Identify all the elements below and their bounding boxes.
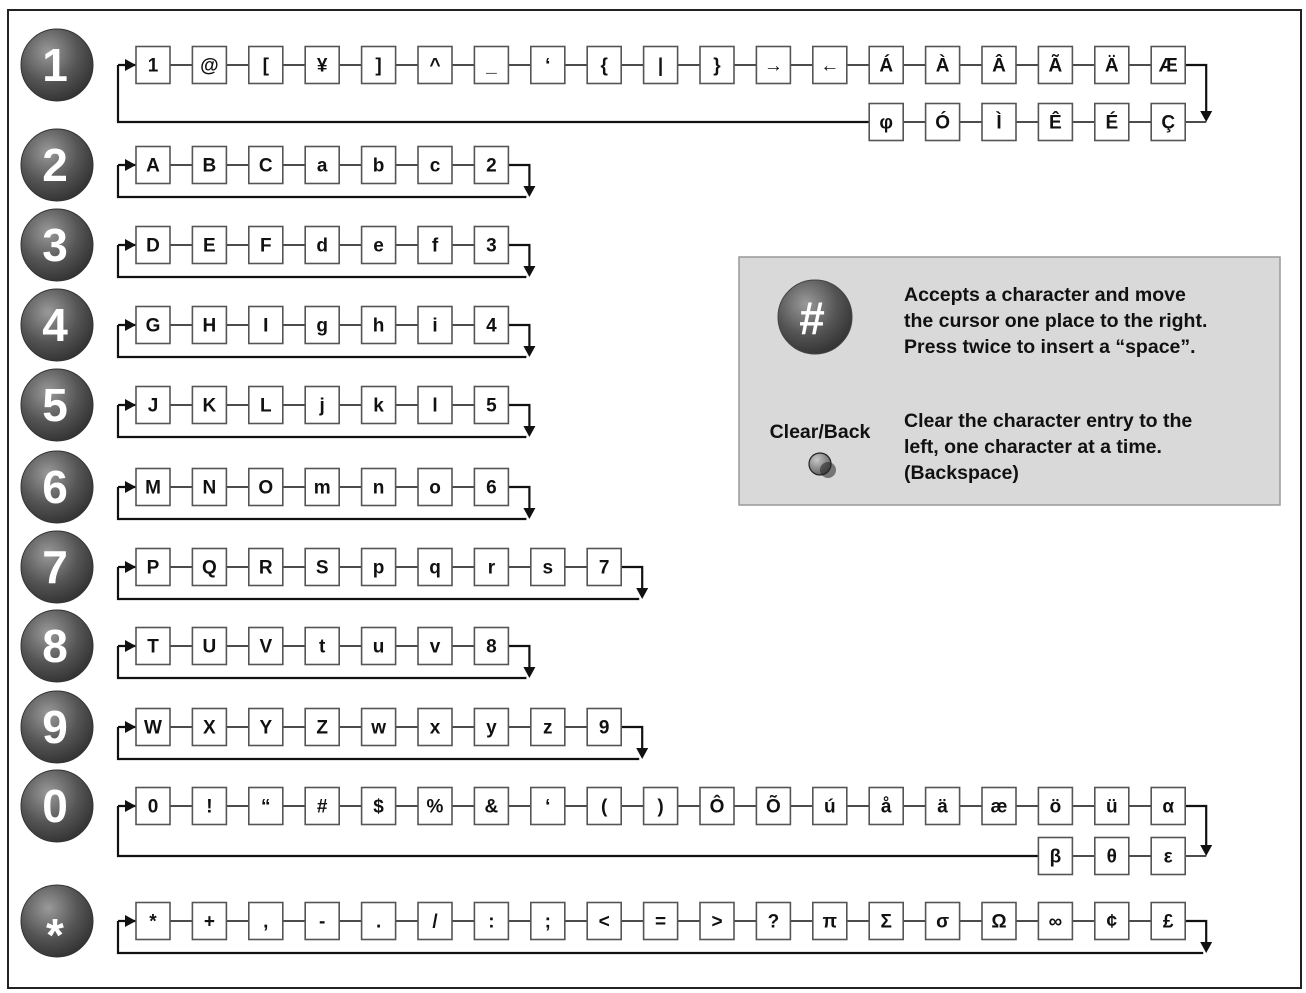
character-cell-label: { xyxy=(600,55,608,77)
character-cell-label: π xyxy=(822,911,838,933)
character-cell xyxy=(249,227,283,264)
character-cell xyxy=(249,709,283,746)
character-cell-label: ü xyxy=(1105,796,1118,818)
clear-description-line-3: (Backspace) xyxy=(904,462,1019,484)
character-cell xyxy=(362,549,396,586)
character-cell-label: 7 xyxy=(598,557,610,579)
keypad-key-label: 5 xyxy=(42,379,68,431)
character-cell xyxy=(587,709,621,746)
character-cell-label: ( xyxy=(601,796,608,818)
character-cell xyxy=(136,469,170,506)
character-cell xyxy=(1151,838,1185,875)
character-cell-label: æ xyxy=(990,796,1008,818)
character-cell-label: 3 xyxy=(486,235,497,257)
character-cell xyxy=(418,549,452,586)
character-cell-label: 8 xyxy=(486,636,497,658)
character-cell-label: C xyxy=(258,155,273,177)
character-cell xyxy=(136,788,170,825)
character-cell xyxy=(249,469,283,506)
character-cell-label: V xyxy=(259,636,273,658)
character-cell xyxy=(362,387,396,424)
character-cell-label: å xyxy=(880,796,892,818)
character-cell-label: | xyxy=(657,55,664,77)
character-cell xyxy=(192,147,226,184)
character-cell xyxy=(362,628,396,665)
character-cell-label: } xyxy=(713,55,721,77)
character-cell xyxy=(1038,47,1072,84)
character-cell xyxy=(869,903,903,940)
character-cell-label: # xyxy=(316,796,328,818)
character-cell xyxy=(869,47,903,84)
character-cell-label: G xyxy=(145,315,161,337)
character-cell xyxy=(756,47,790,84)
character-cell xyxy=(700,903,734,940)
character-cell-label: T xyxy=(147,636,159,658)
character-cell-label: c xyxy=(429,155,441,177)
character-cell-label: p xyxy=(372,557,385,579)
character-cell-label: ] xyxy=(375,55,382,77)
character-cell-label: A xyxy=(146,155,160,177)
character-cell-label: D xyxy=(146,235,160,257)
character-cell-label: s xyxy=(542,557,554,579)
character-cell-label: ¢ xyxy=(1106,911,1118,933)
character-cell-label: r xyxy=(487,557,496,579)
character-cell-label: J xyxy=(147,395,159,417)
character-cell-label: 4 xyxy=(486,315,497,337)
character-cell-label: % xyxy=(426,796,444,818)
character-cell xyxy=(474,788,508,825)
character-cell-label: < xyxy=(598,911,610,933)
keypad-key-label: 0 xyxy=(42,780,68,832)
character-cell xyxy=(418,788,452,825)
keypad-key-label: 6 xyxy=(42,461,68,513)
character-cell-label: , xyxy=(263,911,269,933)
character-cell-label: Ã xyxy=(1048,55,1063,77)
character-cell-label: L xyxy=(259,395,272,417)
character-cell xyxy=(418,709,452,746)
character-cell xyxy=(1038,104,1072,141)
character-cell xyxy=(587,549,621,586)
character-cell-label: * xyxy=(149,911,157,933)
character-cell-label: i xyxy=(432,315,438,337)
character-cell xyxy=(474,709,508,746)
keypad-key-label: 8 xyxy=(42,620,68,672)
character-cell xyxy=(756,788,790,825)
character-cell xyxy=(474,47,508,84)
character-cell xyxy=(249,903,283,940)
character-cell xyxy=(1151,788,1185,825)
character-cell xyxy=(249,147,283,184)
character-cell-label: 1 xyxy=(147,55,159,77)
character-cell-label: ε xyxy=(1163,846,1173,868)
character-cell xyxy=(305,549,339,586)
character-cell-label: : xyxy=(488,911,495,933)
character-cell-label: f xyxy=(431,235,439,257)
character-cell xyxy=(474,903,508,940)
character-cell-label: @ xyxy=(200,55,219,77)
character-cell xyxy=(362,307,396,344)
character-cell xyxy=(926,104,960,141)
character-cell-label: k xyxy=(373,395,384,417)
character-cell-label: Ó xyxy=(935,112,950,134)
character-cell-label: E xyxy=(203,235,216,257)
keypad-key-label: 7 xyxy=(42,541,68,593)
character-cell xyxy=(1095,788,1129,825)
character-cell xyxy=(136,709,170,746)
character-cell xyxy=(474,628,508,665)
character-cell xyxy=(249,387,283,424)
character-cell xyxy=(136,227,170,264)
character-cell-label: l xyxy=(432,395,438,417)
character-cell xyxy=(982,788,1016,825)
character-cell-label: ^ xyxy=(429,55,441,77)
character-cell xyxy=(192,307,226,344)
character-cell xyxy=(869,104,903,141)
character-cell xyxy=(192,227,226,264)
character-cell xyxy=(362,147,396,184)
character-cell-label: Ê xyxy=(1049,112,1062,134)
character-cell xyxy=(362,227,396,264)
character-cell-label: Z xyxy=(316,717,329,739)
character-cell xyxy=(1038,838,1072,875)
character-cell-label: b xyxy=(372,155,385,177)
character-cell xyxy=(249,307,283,344)
character-cell xyxy=(700,788,734,825)
character-cell xyxy=(192,387,226,424)
character-cell xyxy=(587,903,621,940)
character-cell-label: 9 xyxy=(598,717,610,739)
character-cell xyxy=(192,549,226,586)
keypad-key-label: * xyxy=(46,909,64,961)
character-cell-label: h xyxy=(372,315,385,337)
character-cell xyxy=(982,47,1016,84)
character-cell xyxy=(982,903,1016,940)
character-cell xyxy=(418,387,452,424)
character-cell xyxy=(1038,788,1072,825)
character-cell-label: O xyxy=(258,477,274,499)
character-cell-label: Á xyxy=(879,55,894,77)
character-cell xyxy=(531,549,565,586)
character-cell xyxy=(305,469,339,506)
character-cell xyxy=(249,788,283,825)
character-cell xyxy=(474,307,508,344)
character-cell-label: K xyxy=(202,395,217,417)
character-cell-label: _ xyxy=(486,55,497,77)
character-cell xyxy=(756,903,790,940)
character-cell-label: g xyxy=(316,315,329,337)
character-cell-label: Q xyxy=(202,557,217,579)
character-cell-label: 0 xyxy=(147,796,159,818)
character-cell xyxy=(136,549,170,586)
character-cell-label: a xyxy=(316,155,328,177)
character-cell-label: $ xyxy=(373,796,384,818)
character-cell-label: Ô xyxy=(709,796,725,818)
character-cell-label: Ì xyxy=(996,112,1002,134)
character-cell xyxy=(1095,838,1129,875)
character-cell-label: & xyxy=(484,796,499,818)
character-cell xyxy=(1151,104,1185,141)
hash-description-line-1: Accepts a character and move xyxy=(904,284,1186,306)
character-cell xyxy=(362,709,396,746)
character-cell-label: ¥ xyxy=(316,55,328,77)
character-cell-label: ) xyxy=(657,796,664,818)
character-cell xyxy=(305,387,339,424)
character-cell-label: - xyxy=(319,911,326,933)
clear-description-line-2: left, one character at a time. xyxy=(904,436,1162,458)
character-cell xyxy=(305,709,339,746)
character-cell-label: ú xyxy=(823,796,836,818)
character-cell-label: Â xyxy=(992,55,1006,77)
character-cell xyxy=(926,903,960,940)
character-cell-label: ‘ xyxy=(545,796,551,818)
clear-description-line-1: Clear the character entry to the xyxy=(904,410,1193,432)
character-cell-label: w xyxy=(371,717,386,739)
character-cell xyxy=(531,903,565,940)
character-cell xyxy=(136,903,170,940)
character-cell xyxy=(418,903,452,940)
character-cell-label: 5 xyxy=(486,395,497,417)
character-cell xyxy=(305,307,339,344)
character-cell-label: [ xyxy=(262,55,269,77)
character-cell-label: ! xyxy=(206,796,213,818)
character-cell-label: ∞ xyxy=(1048,911,1063,933)
character-cell xyxy=(813,788,847,825)
character-cell-label: → xyxy=(763,55,783,77)
character-cell xyxy=(587,788,621,825)
character-cell xyxy=(305,788,339,825)
character-cell-label: m xyxy=(313,477,331,499)
character-cell-label: Ç xyxy=(1161,112,1176,134)
character-cell-label: / xyxy=(432,911,438,933)
character-cell xyxy=(587,47,621,84)
character-cell-label: q xyxy=(429,557,441,579)
character-cell xyxy=(362,469,396,506)
character-cell-label: F xyxy=(259,235,272,257)
character-cell xyxy=(192,903,226,940)
character-cell xyxy=(474,387,508,424)
character-cell xyxy=(531,788,565,825)
character-cell-label: É xyxy=(1105,112,1119,134)
character-cell-label: M xyxy=(145,477,161,499)
character-cell-label: σ xyxy=(936,911,950,933)
character-cell xyxy=(474,147,508,184)
character-cell xyxy=(192,469,226,506)
character-cell xyxy=(418,628,452,665)
character-cell-label: + xyxy=(203,911,215,933)
character-cell-label: Ω xyxy=(991,911,1007,933)
character-cell-label: B xyxy=(202,155,217,177)
character-cell-label: ‘ xyxy=(545,55,551,77)
character-cell xyxy=(813,47,847,84)
character-cell xyxy=(305,903,339,940)
character-cell-label: = xyxy=(655,911,667,933)
character-cell xyxy=(644,788,678,825)
character-cell-label: z xyxy=(543,717,553,739)
character-cell-label: . xyxy=(375,911,382,933)
character-cell xyxy=(192,788,226,825)
character-cell xyxy=(192,47,226,84)
character-cell xyxy=(305,227,339,264)
character-cell-label: e xyxy=(373,235,384,257)
character-cell xyxy=(418,469,452,506)
character-cell-label: I xyxy=(263,315,269,337)
character-cell-label: X xyxy=(203,717,216,739)
character-cell xyxy=(136,47,170,84)
character-cell-label: S xyxy=(315,557,329,579)
character-cell-label: ← xyxy=(820,55,840,77)
character-cell-label: o xyxy=(429,477,441,499)
character-cell xyxy=(249,549,283,586)
character-cell xyxy=(192,709,226,746)
character-cell-label: Y xyxy=(259,717,273,739)
character-cell xyxy=(926,47,960,84)
character-cell-label: W xyxy=(144,717,162,739)
character-cell-label: x xyxy=(429,717,441,739)
character-cell xyxy=(1095,903,1129,940)
character-cell xyxy=(531,709,565,746)
character-cell-label: ö xyxy=(1049,796,1062,818)
hash-key-label: # xyxy=(799,292,825,344)
character-cell xyxy=(700,47,734,84)
character-cell xyxy=(644,903,678,940)
character-cell-label: Æ xyxy=(1158,55,1178,77)
character-cell xyxy=(362,903,396,940)
hash-description-line-2: the cursor one place to the right. xyxy=(904,310,1208,332)
character-cell xyxy=(362,47,396,84)
character-cell-label: “ xyxy=(261,796,271,818)
character-cell-label: Σ xyxy=(880,911,892,933)
character-cell xyxy=(644,47,678,84)
character-cell xyxy=(136,147,170,184)
character-cell-label: U xyxy=(202,636,217,658)
character-cell-label: u xyxy=(372,636,385,658)
character-cell-label: Õ xyxy=(766,796,781,818)
character-cell xyxy=(136,628,170,665)
character-cell-label: À xyxy=(935,55,950,77)
keypad-key-label: 4 xyxy=(42,299,68,351)
character-cell xyxy=(136,307,170,344)
character-cell-label: d xyxy=(316,235,329,257)
character-cell xyxy=(418,147,452,184)
character-cell-label: n xyxy=(372,477,385,499)
character-cell-label: P xyxy=(146,557,160,579)
keypad-key-label: 2 xyxy=(42,139,68,191)
character-cell-label: Ä xyxy=(1104,55,1119,77)
character-cell xyxy=(474,227,508,264)
character-cell xyxy=(136,387,170,424)
character-cell xyxy=(305,147,339,184)
character-cell-label: ? xyxy=(767,911,780,933)
character-cell xyxy=(474,549,508,586)
character-cell xyxy=(869,788,903,825)
character-cell xyxy=(813,903,847,940)
character-cell-label: β xyxy=(1049,846,1062,868)
character-cell-label: ; xyxy=(544,911,551,933)
character-cell xyxy=(418,47,452,84)
clear-back-label: Clear/Back xyxy=(769,421,871,443)
character-cell xyxy=(926,788,960,825)
info-panel xyxy=(739,257,1280,505)
character-cell-label: j xyxy=(319,395,325,417)
character-cell xyxy=(249,47,283,84)
character-cell xyxy=(305,628,339,665)
keypad-key-label: 1 xyxy=(42,39,68,91)
character-cell xyxy=(1038,903,1072,940)
character-cell-label: N xyxy=(202,477,217,499)
hash-description-line-3: Press twice to insert a “space”. xyxy=(904,336,1196,358)
character-cell-label: φ xyxy=(879,112,893,134)
character-cell xyxy=(362,788,396,825)
character-cell xyxy=(531,47,565,84)
character-cell xyxy=(305,47,339,84)
character-cell-label: 2 xyxy=(486,155,497,177)
clear-back-button-shadow xyxy=(820,462,836,478)
character-cell xyxy=(982,104,1016,141)
keypad-key-label: 9 xyxy=(42,701,68,753)
character-cell-label: H xyxy=(202,315,217,337)
character-cell-label: £ xyxy=(1162,911,1174,933)
character-cell-label: > xyxy=(711,911,723,933)
character-cell xyxy=(1151,47,1185,84)
character-cell-label: ä xyxy=(937,796,948,818)
keypad-key-label: 3 xyxy=(42,219,68,271)
character-cell-label: v xyxy=(429,636,441,658)
character-cell xyxy=(1095,104,1129,141)
character-cell xyxy=(418,307,452,344)
character-cell-label: θ xyxy=(1106,846,1117,868)
character-cell xyxy=(1151,903,1185,940)
character-cell-label: α xyxy=(1162,796,1175,818)
character-cell xyxy=(1095,47,1129,84)
character-cell-label: 6 xyxy=(486,477,497,499)
character-cell xyxy=(192,628,226,665)
character-cell xyxy=(249,628,283,665)
character-cell-label: y xyxy=(486,717,497,739)
character-cell-label: R xyxy=(258,557,273,579)
character-cell-label: t xyxy=(319,636,326,658)
character-cell xyxy=(474,469,508,506)
character-cell xyxy=(418,227,452,264)
